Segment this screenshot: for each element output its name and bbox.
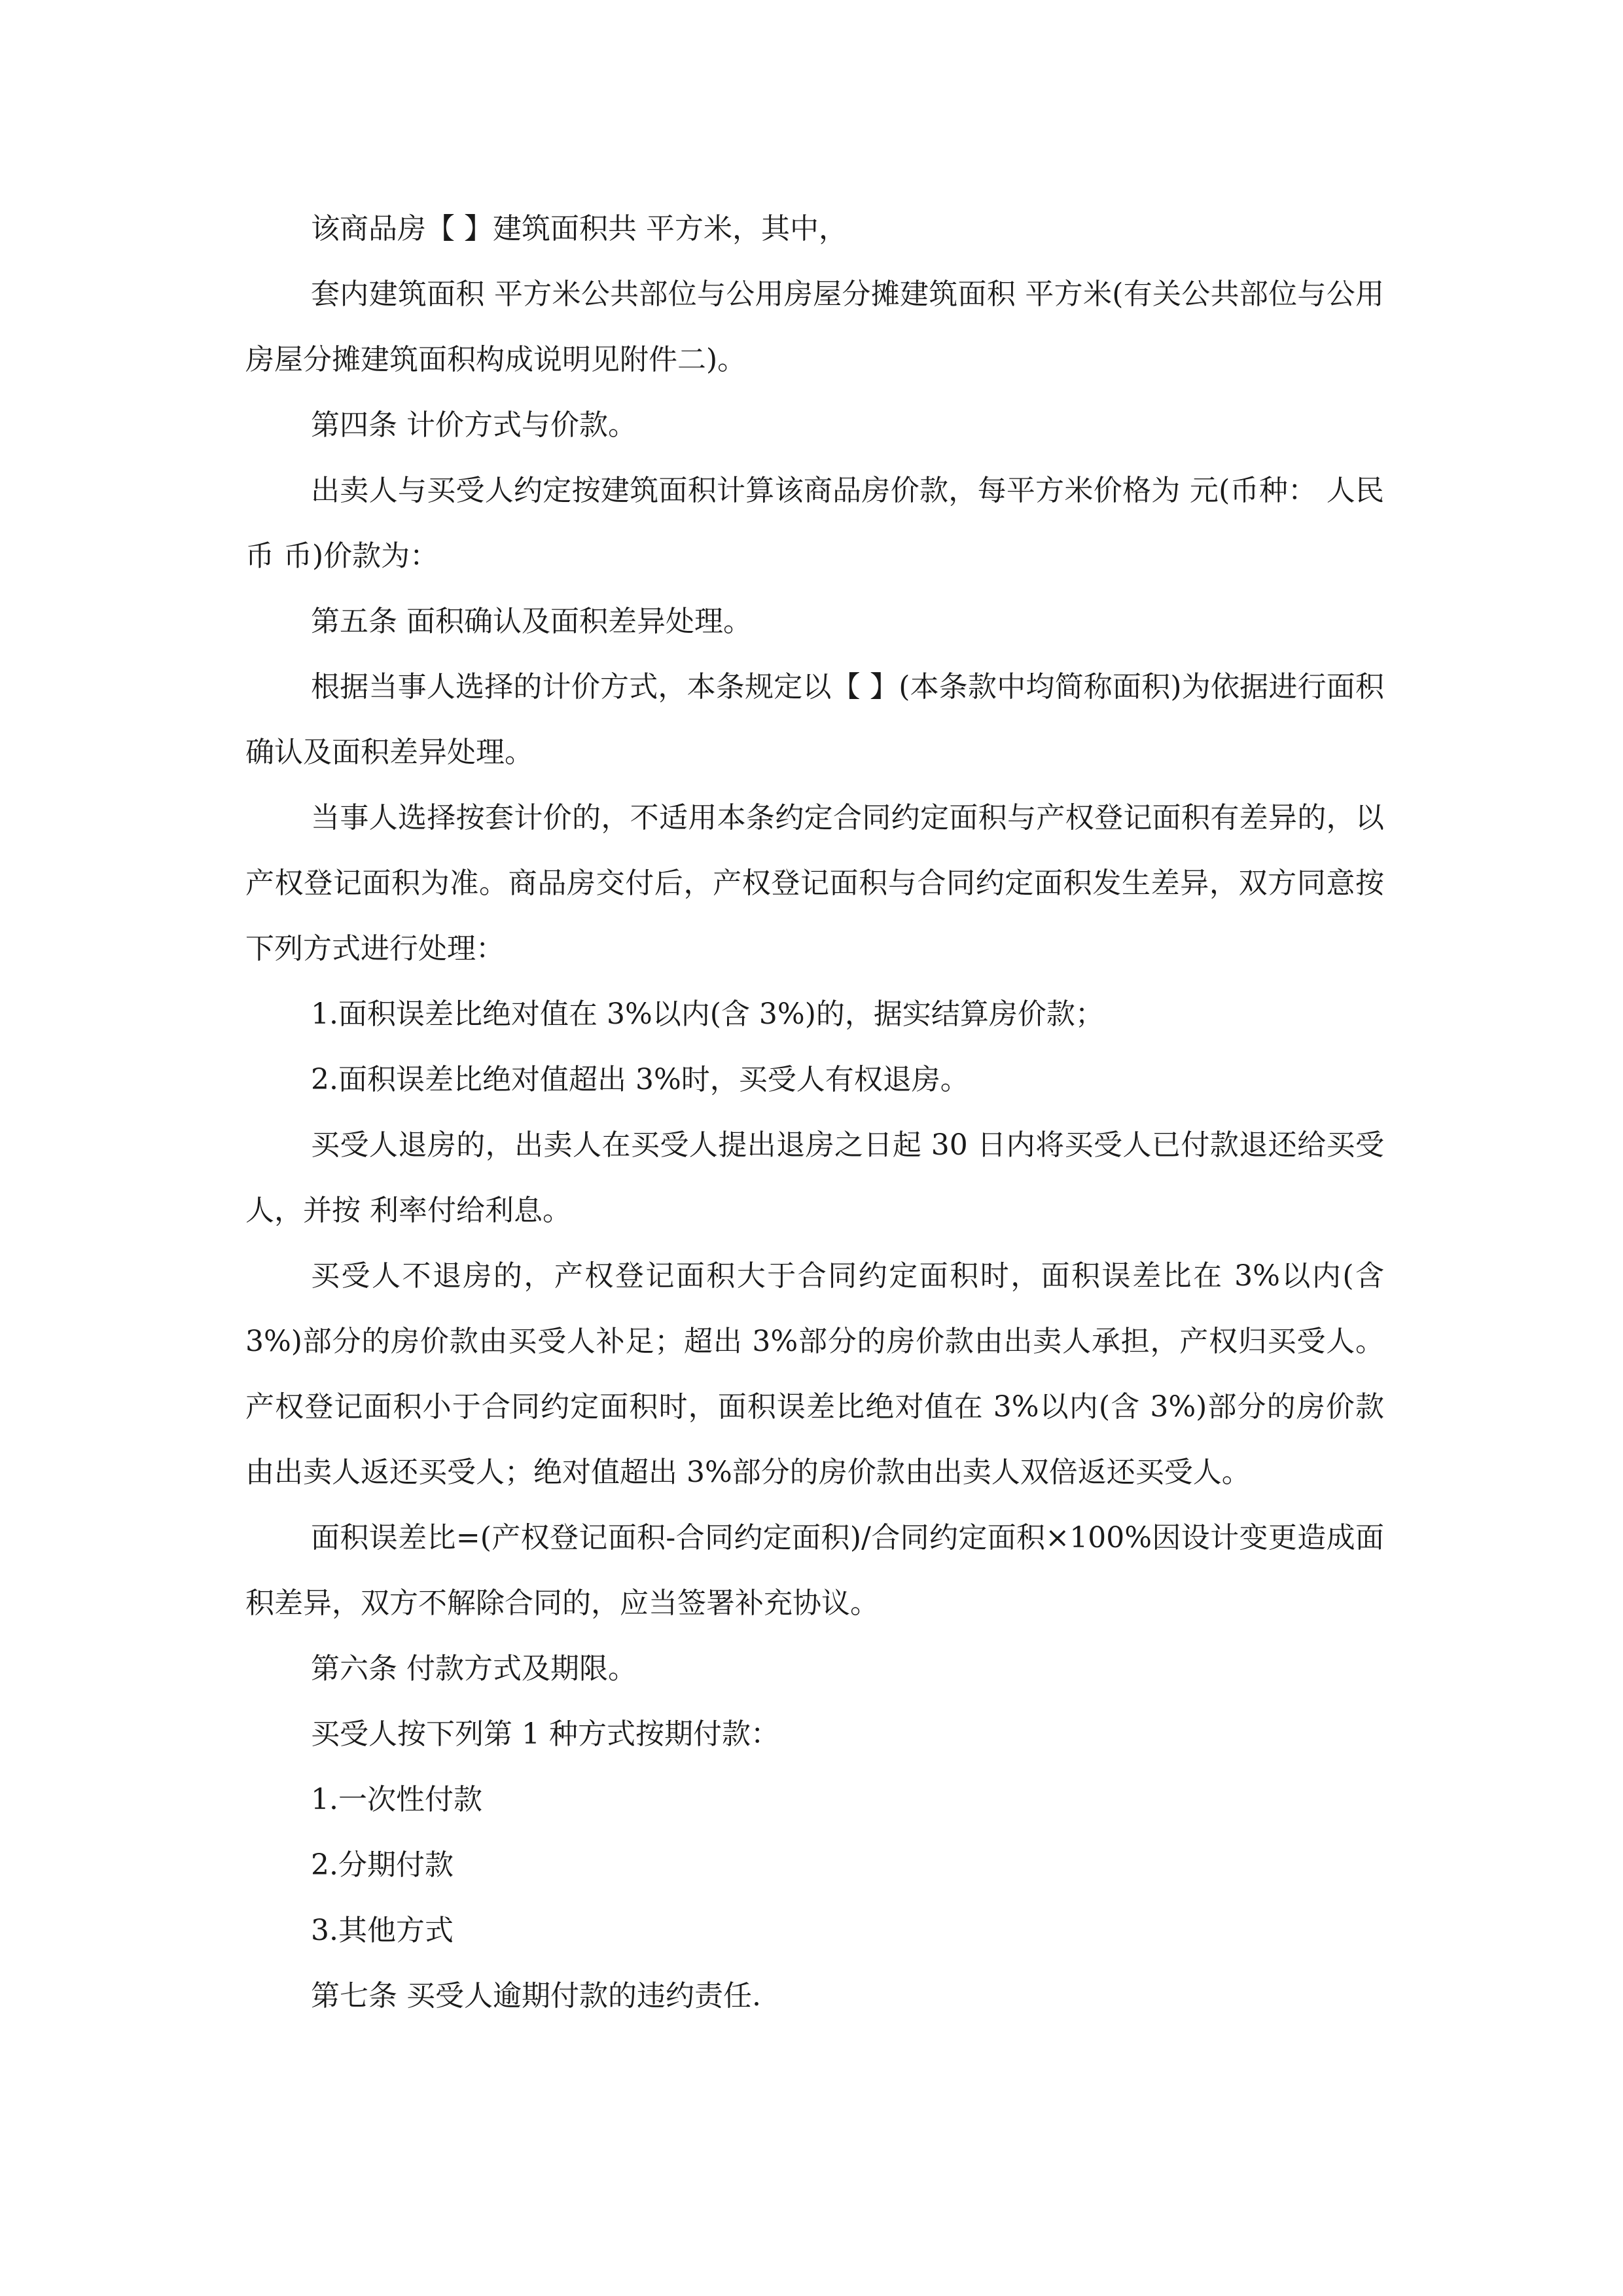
article-5-heading: 第五条 面积确认及面积差异处理。 [311, 605, 752, 638]
list-item-lump-sum: 1.一次性付款 [311, 1783, 482, 1816]
list-item-within-3-percent: 1.面积误差比绝对值在 3%以内(含 3%)的，据实结算房价款； [311, 997, 1104, 1031]
paragraph-refund: 买受人退房的，出卖人在买受人提出退房之日起 30 日内将买受人已付款退还给买受人，并按 利率付给利息。 [245, 1128, 1384, 1227]
document-body [245, 196, 1384, 2029]
paragraph-payment-method: 买受人按下列第 1 种方式按期付款： [311, 1717, 779, 1751]
paragraph-error-ratio-formula: 面积误差比=(产权登记面积-合同约定面积)/合同约定面积×100%因设计变更造成面积差异，双方不解除合同的，应当签署补充协议。 [245, 1521, 1384, 1620]
paragraph-area-overview: 该商品房【 】建筑面积共 平方米，其中， [311, 212, 847, 245]
article-4-heading: 第四条 计价方式与价款。 [311, 408, 637, 442]
list-item-other: 3.其他方式 [311, 1914, 454, 1947]
list-item-over-3-percent: 2.面积误差比绝对值超出 3%时，买受人有权退房。 [311, 1063, 969, 1096]
paragraph-price-per-sqm: 出卖人与买受人约定按建筑面积计算该商品房价款，每平方米价格为 元(币种： 人民币 币)价款为： [245, 474, 1384, 573]
list-item-installments: 2.分期付款 [311, 1848, 454, 1882]
paragraph-area-basis: 根据当事人选择的计价方式，本条规定以【 】(本条款中均简称面积)为依据进行面积确认及面积差异处理。 [245, 670, 1384, 769]
article-7-heading: 第七条 买受人逾期付款的违约责任. [311, 1979, 761, 2013]
paragraph-no-refund: 买受人不退房的，产权登记面积大于合同约定面积时，面积误差比在 3%以内(含 3%)部分的房价款由买受人补足；超出 3%部分的房价款由出卖人承担，产权归买受人。产权登记面积小于合同约定面积时，面积误差比绝对值在 3%以内(含 3%)部分的房价款由出卖人返还买受人；绝对值超出 3%部分的房价款由出卖人双倍返还买受人。 [245, 1259, 1384, 1489]
article-6-heading: 第六条 付款方式及期限。 [311, 1652, 637, 1685]
paragraph-area-difference: 当事人选择按套计价的，不适用本条约定合同约定面积与产权登记面积有差异的，以产权登记面积为准。商品房交付后，产权登记面积与合同约定面积发生差异，双方同意按下列方式进行处理： [245, 801, 1384, 965]
paragraph-area-breakdown: 套内建筑面积 平方米公共部位与公用房屋分摊建筑面积 平方米(有关公共部位与公用房屋分摊建筑面积构成说明见附件二)。 [245, 278, 1384, 376]
